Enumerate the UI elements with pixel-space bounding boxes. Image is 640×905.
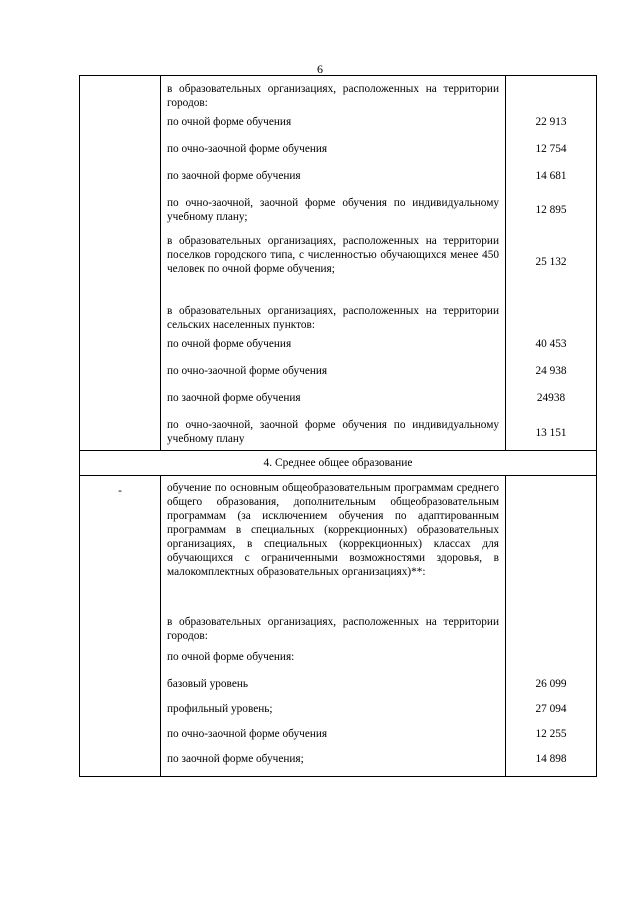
list-item: по очной форме обучения [167,338,292,350]
value-cell [506,476,597,777]
list-item: по заочной форме обучения; [167,753,304,765]
list-item: в образовательных организациях, расположенных на территории городов: [167,616,499,642]
list-item: по очно-заочной, заочной форме обучения по индивидуальному учебному плану [167,419,499,445]
list-item: по очно-заочной, заочной форме обучения по индивидуальному учебному плану; [167,197,499,223]
table-row [80,451,597,476]
value: 12 895 [535,204,567,216]
list-item: по заочной форме обучения [167,392,301,404]
value: 40 453 [535,338,567,350]
page-number: 6 [317,62,323,76]
list-item: по очно-заочной форме обучения [167,728,328,740]
value: 25 132 [535,256,567,268]
description-cell [161,76,506,451]
value: 14 681 [535,170,567,182]
list-item: профильный уровень; [167,703,273,715]
list-item: по очно-заочной форме обучения [167,143,328,155]
list-item: в образовательных организациях, расположенных на территории поселков городского типа, с численностью обучающихся менее 450 человек по очной форме обучения; [167,235,499,275]
value: 24 938 [535,365,567,377]
table-row [80,76,597,451]
description-cell [161,476,506,777]
value: 24938 [536,392,566,404]
value: 22 913 [535,116,567,128]
table-row [80,476,597,777]
value: 27 094 [535,703,567,715]
value: 12 255 [535,728,567,740]
code-cell [80,76,161,451]
value: 12 754 [535,143,567,155]
list-item: в образовательных организациях, расположенных на территории городов: [167,83,499,109]
value: 14 898 [535,753,567,765]
value: 13 151 [535,427,567,439]
list-item: по очно-заочной форме обучения [167,365,328,377]
list-item: обучение по основным общеобразовательным программам среднего общего образования, дополнительным общеобразовательным программам (за исключением обучения по адаптированным программам в специальных (коррекционных) образовательных организациях, в специальных (коррекционных) классах для обучающихся с ограниченными возможностями здоровья, в малокомплектных образовательных организациях)**: [167,482,499,578]
list-item: по очной форме обучения [167,116,292,128]
value: 26 099 [535,678,567,690]
list-item: базовый уровень [167,678,249,690]
list-item: по заочной форме обучения [167,170,301,182]
section-header: 4. Среднее общее образование [80,451,597,476]
tariff-table [79,75,597,777]
list-item: по очной форме обучения: [167,651,295,663]
value-cell [506,76,597,451]
code-cell: - [80,476,161,777]
list-item: в образовательных организациях, расположенных на территории сельских населенных пунктов: [167,305,499,331]
